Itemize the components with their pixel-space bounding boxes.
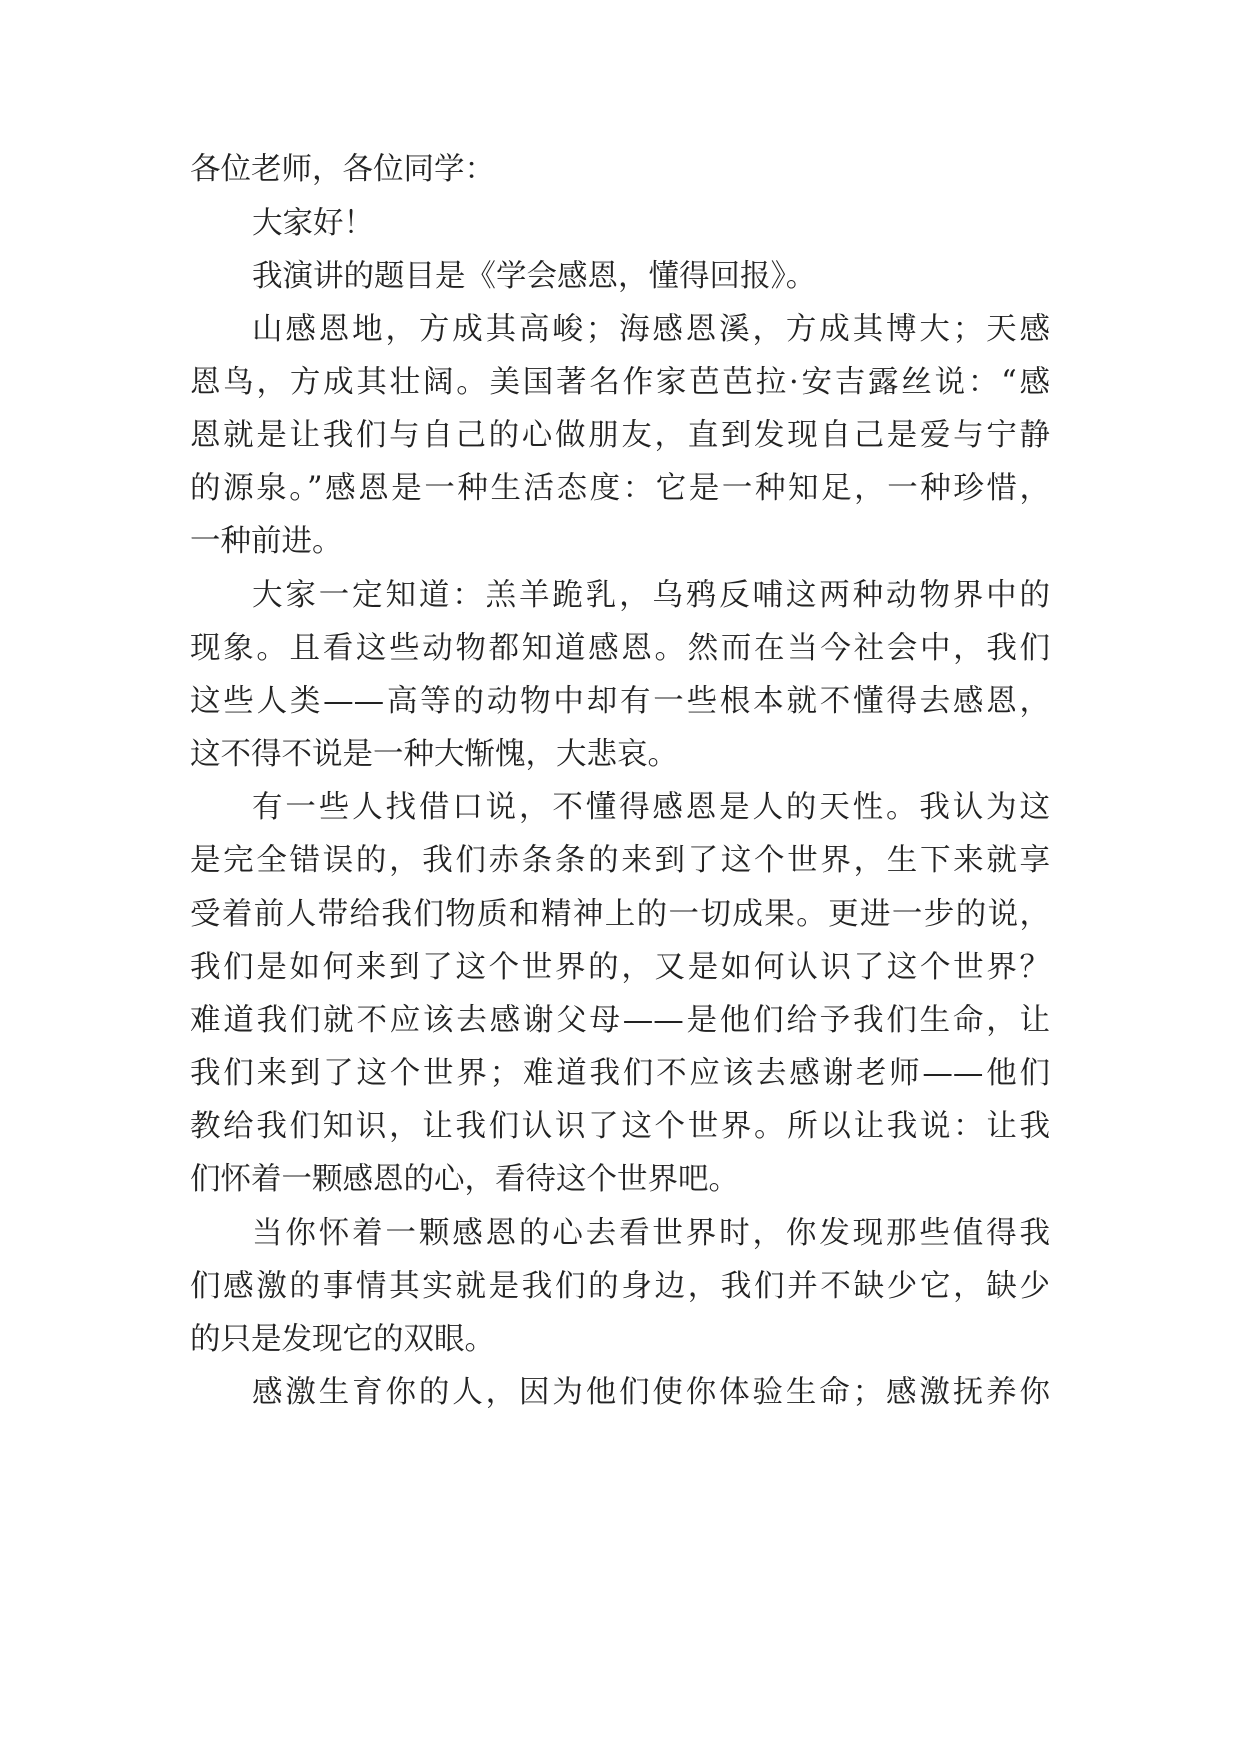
paragraph-line: 我们来到了这个世界；难道我们不应该去感谢老师——他们 [190, 1056, 1050, 1091]
paragraph-line: 难道我们就不应该去感谢父母——是他们给予我们生命，让 [190, 1003, 1050, 1038]
paragraph-line: 我们是如何来到了这个世界的，又是如何认识了这个世界？ [190, 950, 1050, 985]
paragraph-line: 的源泉。”感恩是一种生活态度：它是一种知足，一种珍惜， [190, 471, 1050, 506]
paragraph-line: 恩就是让我们与自己的心做朋友，直到发现自己是爱与宁静 [190, 418, 1050, 453]
salutation: 各位老师，各位同学： [190, 152, 495, 187]
paragraph-line: 是完全错误的，我们赤条条的来到了这个世界，生下来就享 [190, 843, 1050, 878]
paragraph-line: 一种前进。 [190, 524, 343, 559]
paragraph-line: 们感激的事情其实就是我们的身边，我们并不缺少它，缺少 [190, 1269, 1050, 1304]
paragraph-line: 山感恩地，方成其高峻；海感恩溪，方成其博大；天感 [252, 312, 1050, 347]
greeting: 大家好！ [252, 206, 374, 241]
paragraph-line: 有一些人找借口说，不懂得感恩是人的天性。我认为这 [252, 790, 1050, 825]
paragraph-line: 们怀着一颗感恩的心，看待这个世界吧。 [190, 1162, 739, 1197]
paragraph-line: 大家一定知道：羔羊跪乳，乌鸦反哺这两种动物界中的 [252, 578, 1050, 613]
speech-title-line: 我演讲的题目是《学会感恩，懂得回报》。 [252, 259, 817, 294]
paragraph-line: 现象。且看这些动物都知道感恩。然而在当今社会中，我们 [190, 631, 1050, 666]
paragraph-line: 恩鸟，方成其壮阔。美国著名作家芭芭拉·安吉露丝说：“感 [190, 365, 1050, 400]
paragraph-line: 教给我们知识，让我们认识了这个世界。所以让我说：让我 [190, 1109, 1050, 1144]
document-page [190, 0, 1050, 1754]
paragraph-line: 这些人类——高等的动物中却有一些根本就不懂得去感恩， [190, 684, 1050, 719]
paragraph-line: 受着前人带给我们物质和精神上的一切成果。更进一步的说， [190, 897, 1050, 932]
paragraph-line: 这不得不说是一种大惭愧，大悲哀。 [190, 737, 678, 772]
paragraph-line: 感激生育你的人，因为他们使你体验生命；感激抚养你 [252, 1375, 1050, 1410]
paragraph-line: 的只是发现它的双眼。 [190, 1322, 495, 1357]
paragraph-line: 当你怀着一颗感恩的心去看世界时，你发现那些值得我 [252, 1216, 1050, 1251]
